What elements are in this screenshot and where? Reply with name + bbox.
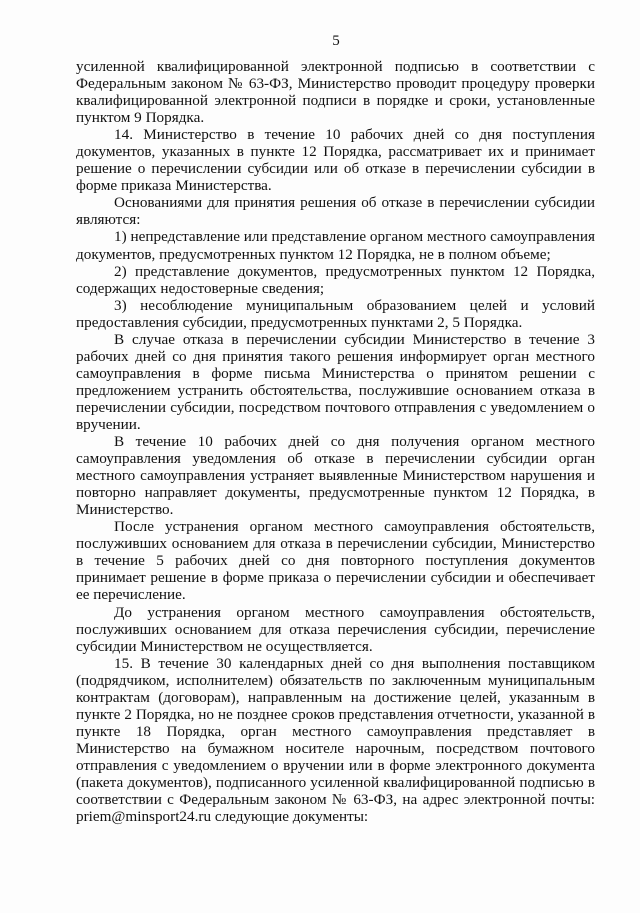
- paragraph-item-15: 15. В течение 30 календарных дней со дня выполнения поставщиком (подрядчиком, исполнителем) обязательств по заключенным муниципальным контрактам (договорам), направленным на достижение целей, указанным в пункте 2 Порядка, но не позднее сроков представления отчетности, указанной в пункте 18 Порядка, орган местного самоуправления представляет в Министерство на бумажном носителе нарочным, посредством почтового отправления с уведомлением о вручении или в форме электронного документа (пакета документов), подписанного усиленной квалифицированной подписью в соответствии с Федеральным законом № 63-ФЗ, на адрес электронной почты: priem@minsport24.ru следующие документы:: [76, 654, 595, 826]
- list-item-2: 2) представление документов, предусмотренных пунктом 12 Порядка, содержащих недостоверные сведения;: [76, 262, 595, 297]
- paragraph-until-correction: До устранения органом местного самоуправления обстоятельств, послуживших основанием для отказа перечисления субсидии, перечисление субсидии Министерством не осуществляется.: [76, 603, 595, 655]
- paragraph-refusal-notice: В случае отказа в перечислении субсидии Министерство в течение 3 рабочих дней со дня принятия такого решения информирует орган местного самоуправления в форме письма Министерства о принятом решении с предложением устранить обстоятельства, послужившие основанием отказа в перечислении субсидии, посредством почтового отправления с уведомлением о вручении.: [76, 330, 595, 433]
- paragraph-continuation: усиленной квалифицированной электронной подписью в соответствии с Федеральным законом № 63-ФЗ, Министерство проводит процедуру проверки квалифицированной электронной подписи в порядке и сроки, установленные пунктом 9 Порядка.: [76, 58, 595, 127]
- paragraph-after-correction: После устранения органом местного самоуправления обстоятельств, послуживших основанием для отказа в перечислении субсидии, Министерство в течение 5 рабочих дней со дня повторного поступления документов принимает решение в форме приказа о перечислении субсидии и обеспечивает ее перечисление.: [76, 518, 595, 604]
- list-item-3: 3) несоблюдение муниципальным образованием целей и условий предоставления субсидии, предусмотренных пунктами 2, 5 Порядка.: [76, 296, 595, 331]
- list-item-1: 1) непредставление или представление органом местного самоуправления документов, предусмотренных пунктом 12 Порядка, не в полном объеме;: [76, 228, 595, 263]
- paragraph-refusal-grounds: Основаниями для принятия решения об отказе в перечислении субсидии являются:: [76, 194, 595, 229]
- page-number: 5: [332, 33, 340, 49]
- document-body: [76, 58, 595, 825]
- paragraph-correction: В течение 10 рабочих дней со дня получения органом местного самоуправления уведомления об отказе в перечислении субсидии орган местного самоуправления устраняет выявленные Министерством нарушения и повторно направляет документы, предусмотренные пунктом 12 Порядка, в Министерство.: [76, 433, 595, 519]
- paragraph-item-14: 14. Министерство в течение 10 рабочих дней со дня поступления документов, указанных в пункте 12 Порядка, рассматривает их и принимает решение о перечислении субсидии или об отказе в перечислении субсидии в форме приказа Министерства.: [76, 126, 595, 195]
